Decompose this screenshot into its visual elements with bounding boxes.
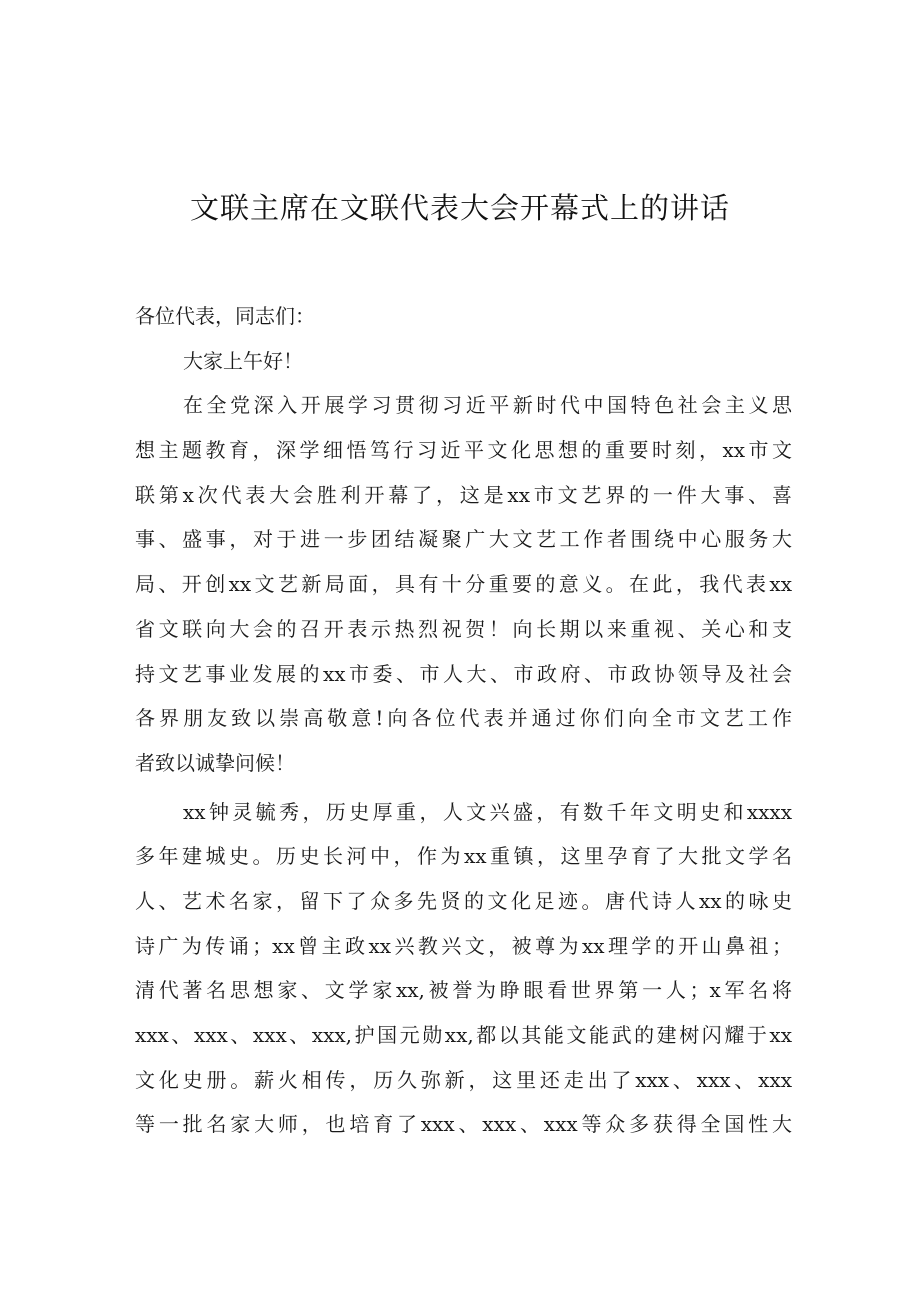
- paragraph-line: 持文艺事业发展的xx市委、市人大、市政府、市政协领导及社会: [135, 661, 792, 686]
- paragraph-2: [135, 790, 792, 1148]
- paragraph-line: xx钟灵毓秀，历史厚重，人文兴盛，有数千年文明史和xxxx: [183, 799, 792, 824]
- paragraph-line: 在全党深入开展学习贯彻习近平新时代中国特色社会主义思: [183, 393, 792, 418]
- paragraph-line: 人、艺术名家，留下了众多先贤的文化足迹。唐代诗人xx的咏史: [135, 888, 792, 913]
- paragraph-line: 省文联向大会的召开表示热烈祝贺！向长期以来重视、关心和支: [135, 616, 792, 641]
- document-body: [135, 294, 792, 1147]
- paragraph-1: [135, 383, 792, 785]
- salutation: 各位代表，同志们：: [135, 304, 315, 328]
- paragraph-line: 局、开创xx文艺新局面，具有十分重要的意义。在此，我代表xx: [135, 572, 792, 597]
- paragraph-line: 想主题教育，深学细悟笃行习近平文化思想的重要时刻，xx市文: [135, 438, 792, 463]
- greeting: 大家上午好！: [183, 348, 303, 373]
- paragraph-line: 多年建城史。历史长河中，作为xx重镇，这里孕育了大批文学名: [135, 844, 792, 869]
- paragraph-line: 各界朋友致以崇高敬意!向各位代表并通过你们向全市文艺工作: [135, 706, 792, 731]
- paragraph-line: 事、盛事，对于进一步团结凝聚广大文艺工作者围绕中心服务大: [135, 527, 792, 552]
- paragraph-line: 清代著名思想家、文学家xx,被誉为睁眼看世界第一人；x军名将: [135, 978, 792, 1003]
- paragraph-line: 者致以诚挚问候！: [135, 750, 295, 775]
- paragraph-line: xxx、xxx、xxx、xxx,护国元勋xx,都以其能文能武的建树闪耀于xx: [135, 1023, 792, 1047]
- paragraph-line: 文化史册。薪火相传，历久弥新，这里还走出了xxx、xxx、xxx: [135, 1067, 792, 1092]
- paragraph-line: 诗广为传诵；xx曾主政xx兴教兴文，被尊为xx理学的开山鼻祖；: [135, 933, 792, 958]
- document-title: 文联主席在文联代表大会开幕式上的讲话: [189, 191, 730, 225]
- paragraph-line: 等一批名家大师，也培育了xxx、xxx、xxx等众多获得全国性大: [135, 1112, 792, 1137]
- paragraph-line: 联第x次代表大会胜利开幕了，这是xx市文艺界的一件大事、喜: [135, 482, 792, 507]
